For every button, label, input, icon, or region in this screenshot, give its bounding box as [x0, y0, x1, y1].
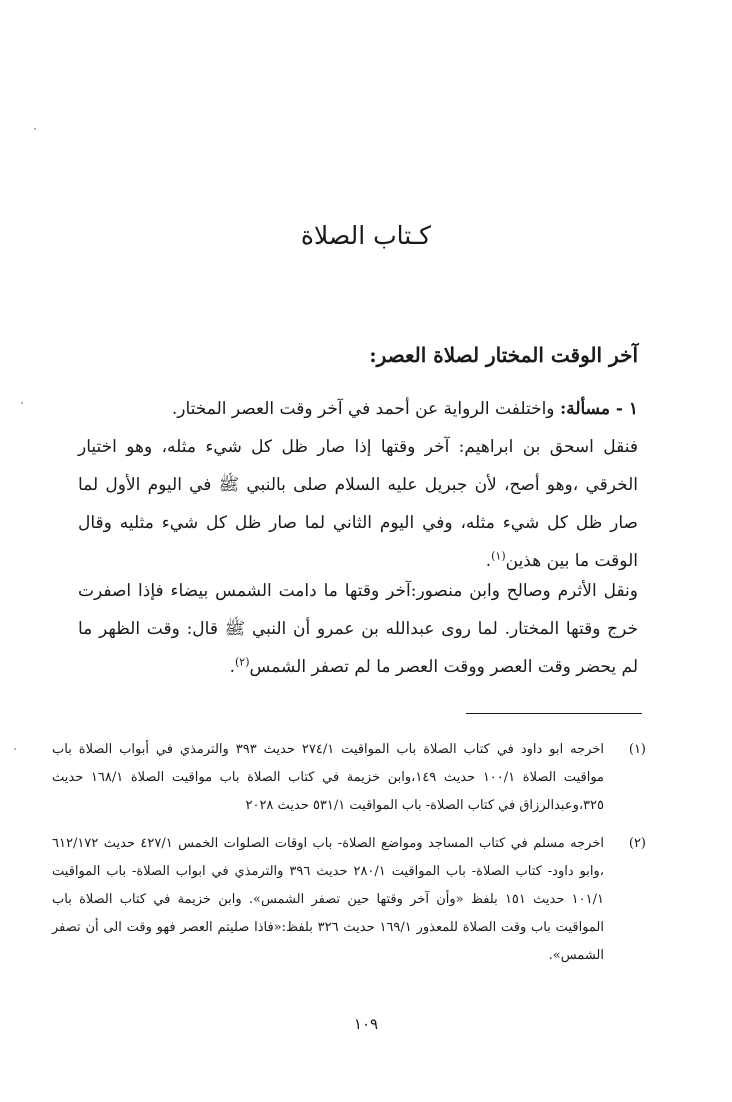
paragraph-2-end: . — [229, 657, 235, 677]
main-text-block-1 — [78, 390, 638, 580]
question-label: ١ - مسألة: — [559, 399, 638, 419]
question-paragraph — [78, 390, 638, 428]
footnote-number: (٢) — [628, 836, 646, 851]
footnotes — [52, 736, 646, 980]
scan-speck — [34, 128, 36, 130]
footnote-text: اخرجه ابو داود في كتاب الصلاة باب المواقيت ٢٧٤/١ حديث ٣٩٣ والترمذي في أبواب الصلاة باب مواقيت الصلاة ١٠٠/١ حديث ١٤٩،وابن خزيمة في كتاب الصلاة باب مواقيت الصلاة ١٦٨/١ حديث ٣٢٥،وعبدالرزاق في كتاب الصلاة- باب المواقيت ٥٣١/١ حديث ٢٠٢٨ — [52, 742, 604, 813]
footnote-text: اخرجه مسلم في كتاب المساجد ومواضع الصلاة- باب اوقات الصلوات الخمس ٤٢٧/١ حديث ٦١٢/١٧٢ ،وابو داود- كتاب الصلاة- باب المواقيت ٢٨٠/١ حديث ٣٩٦ والترمذي في ابواب الصلاة- باب المواقيت ١٠١/١ حديث ١٥١ بلفظ «وأن آخر وقتها حين تصفر الشمس». وابن خزيمة في كتاب الصلاة باب المواقيت باب وقت الصلاة للمعذور ١٦٩/١ حديث ٣٢٦ بلفظ:«فاذا صليتم العصر فهو وقت الى أن تصفر الشمس». — [52, 836, 604, 963]
footnote-item — [52, 736, 646, 820]
section-heading: آخر الوقت المختار لصلاة العصر: — [369, 343, 638, 367]
question-text: واختلفت الرواية عن أحمد في آخر وقت العصر المختار. — [171, 399, 555, 419]
scan-speck — [14, 748, 16, 750]
paragraph-1-text: فنقل اسحق بن ابراهيم: آخر وقتها إذا صار ظل كل شيء مثله، وهو اختيار الخرقي ،وهو أصح، لأن جبريل عليه السلام صلى بالنبي ﷺ في اليوم الأول لما صار ظل كل شيء مثله، وفي اليوم الثاني لما صار ظل كل شيء مثليه وقال الوقت ما بين هذين — [78, 437, 638, 571]
chapter-title: كـتاب الصلاة — [300, 221, 432, 250]
page-number: ١٠٩ — [353, 1015, 379, 1033]
footnote-item — [52, 830, 646, 970]
paragraph-2 — [78, 572, 638, 686]
footnote-number: (١) — [628, 742, 646, 757]
footnote-ref-1: (١) — [491, 549, 506, 563]
paragraph-1 — [78, 428, 638, 580]
footnote-ref-2: (٢) — [235, 655, 250, 669]
scan-speck — [21, 402, 23, 404]
main-text-block-2 — [78, 572, 638, 686]
paragraph-1-end: . — [485, 551, 492, 571]
paragraph-2-text: ونقل الأثرم وصالح وابن منصور:آخر وقتها ما دامت الشمس بيضاء فإذا اصفرت خرج وقتها المختار. لما روى عبدالله بن عمرو أن النبي ﷺ قال: وقت الظهر ما لم يحضر وقت العصر ووقت العصر ما لم تصفر الشمس — [78, 581, 638, 677]
footnote-divider — [466, 713, 642, 714]
